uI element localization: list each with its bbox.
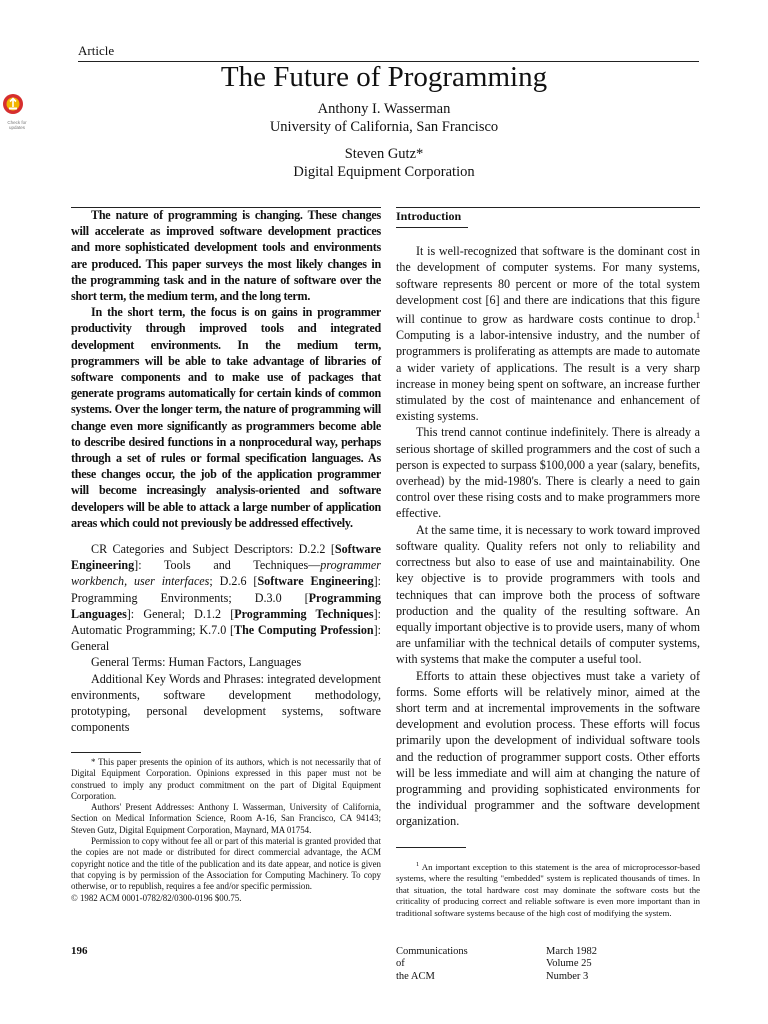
- footnote-marker[interactable]: 1: [696, 311, 700, 321]
- left-footnotes: [71, 757, 381, 904]
- footnote-rule-right: [396, 847, 466, 848]
- page-number: 196: [71, 945, 88, 957]
- right-footnote: [396, 859, 700, 919]
- badge-label-line-2: updates: [8, 125, 25, 130]
- author-affiliation-1: University of California, San Francisco: [269, 118, 499, 135]
- right-column: [396, 207, 700, 830]
- article-title: The Future of Programming: [220, 61, 548, 93]
- footnote-rule-left: [71, 752, 141, 753]
- opinion-footnote: * This paper presents the opinion of its authors, which is not necessarily that of Digital Equipment Corporation. Opinions expressed in this paper must not be construed to imply any product commitment on the part of Digital Equipment Corporation.: [71, 757, 381, 801]
- badge-label-line-1: Check for: [7, 120, 27, 125]
- permission-notice: Permission to copy without fee all or part of this material is granted provided that the copies are not made or distributed for direct commercial advantage, the ACM copyright notice and the title of the publication and its date appear, and notice is given that copying is by permission of the Association for Computing Machinery. To copy otherwise, or to republish, requires a fee and/or specific permission.: [71, 836, 381, 892]
- keywords: Additional Key Words and Phrases: integrated development environments, software development methodology, prototyping, personal development systems, software components: [71, 671, 381, 735]
- abstract-paragraph-1: The nature of programming is changing. These changes will accelerate as improved software development practices and more sophisticated development tools and environments are produced. This paper surveys the most likely changes in the programming task and in the nature of software over the short term, the medium term, and the long term.: [71, 208, 381, 304]
- section-label: Article: [78, 43, 115, 58]
- left-column: [71, 207, 381, 736]
- author-affiliation-2: Digital Equipment Corporation: [293, 163, 475, 180]
- introduction-body: [396, 243, 700, 829]
- abstract: [71, 207, 381, 531]
- footnote-1: $^1$ An important exception to this statement is the area of microprocessor-based systems, where the resulting "embedded" system is replicated thousands of times. In that situation, the total hardware cost may dominate the software costs but the criticality of producing correct and reliable software is even more important than in traditional software systems because of the high cost of modifying the system.: [396, 861, 700, 918]
- cr-descriptors: CR Categories and Subject Descriptors: D.2.2 [Software Engineering]: Tools and Techniques—programmer workbench, user interfaces; D.2.6 [Software Engineering]: Programming Environments; D.3.0 [Programming Languages]: General; D.1.2 [Programming Techniques]: Automatic Programming; K.7.0 [The Computing Profession]: General: [71, 542, 382, 654]
- introduction-heading: Introduction: [396, 209, 462, 223]
- intro-paragraph-2: This trend cannot continue indefinitely. There is already a serious shortage of skilled programmers and the cost of such a person is expected to surpass $100,000 a year (salary, benefits, overhead) by the mid-1980's. There is clearly a need to gain control over these rising costs and to make programmers more effective.: [396, 425, 700, 521]
- author-name-2: Steven Gutz*: [344, 146, 424, 162]
- cr-categories: [71, 541, 381, 735]
- journal-name: Communications of the ACM: [396, 946, 468, 982]
- abstract-paragraph-2: In the short term, the focus is on gains in programmer productivity through improved tools and integrated development environments. In the medium term, programmers will be able to take advantage of libraries of software components and to make use of packages that generate programs automatically for certain kinds of common systems. Over the longer term, the nature of programming will change even more significantly as programmers become able to describe desired functions in a nonprocedural way, perhaps through a set of rules or formal specification languages. As these changes occur, the job of the application programmer will become increasingly analysis-oriented and software developers will be able to attack a large number of application areas which could not previously be addressed effectively.: [71, 305, 381, 530]
- author-name-1: Anthony I. Wasserman: [317, 101, 451, 117]
- intro-paragraph-1: It is well-recognized that software is the dominant cost in the development of computer systems. For many systems, software represents 80 percent or more of the total system development cost [6] and there are indications that this figure will continue to grow as hardware costs continue to drop.$^1$ Computing is a labor-intensive industry, and the number of programmers is proliferating as attempts are made to automate a wider variety of applications. The result is a very sharp increase in money being spent on software, an increase further stimulated by the cost of maintenance and enhancement of existing systems.: [396, 244, 700, 424]
- issue-info: March 1982 Volume 25 Number 3: [546, 946, 598, 982]
- author-addresses: Authors' Present Addresses: Anthony I. Wasserman, University of California, Section on Medical Information Science, Room A-16, San Francisco, CA 94143; Steven Gutz, Digital Equipment Corporation, Maynard, MA 01754.: [71, 802, 381, 835]
- introduction-rule: [396, 227, 468, 228]
- copyright-notice: © 1982 ACM 0001-0782/82/0300-0196 $00.75.: [71, 892, 242, 903]
- general-terms: General Terms: Human Factors, Languages: [91, 655, 302, 670]
- intro-paragraph-3: At the same time, it is necessary to work toward improved software quality. Quality refers not only to reliability and correctness but also to ease of use and maintainability. One key objective is to provide programmers with tools and techniques that can improve both the process of software production and the quality of the resulting software. An equally important objective is to provide users, many of whom are unfamiliar with the technical details of computer systems, with systems that make the computer a useful tool.: [396, 522, 700, 667]
- intro-paragraph-4: Efforts to attain these objectives must take a variety of forms. Some efforts will be relatively minor, aimed at the short term and at incremental improvements in the software development and evolution process. These efforts will focus primarily upon the development of individual software tools and the reduction of programmer support costs. Other efforts will be less immediate and will aim at changing the nature of programming and providing sophisticated environments for the individual programmer and the software development organization.: [396, 668, 700, 829]
- author-block: [0, 101, 768, 181]
